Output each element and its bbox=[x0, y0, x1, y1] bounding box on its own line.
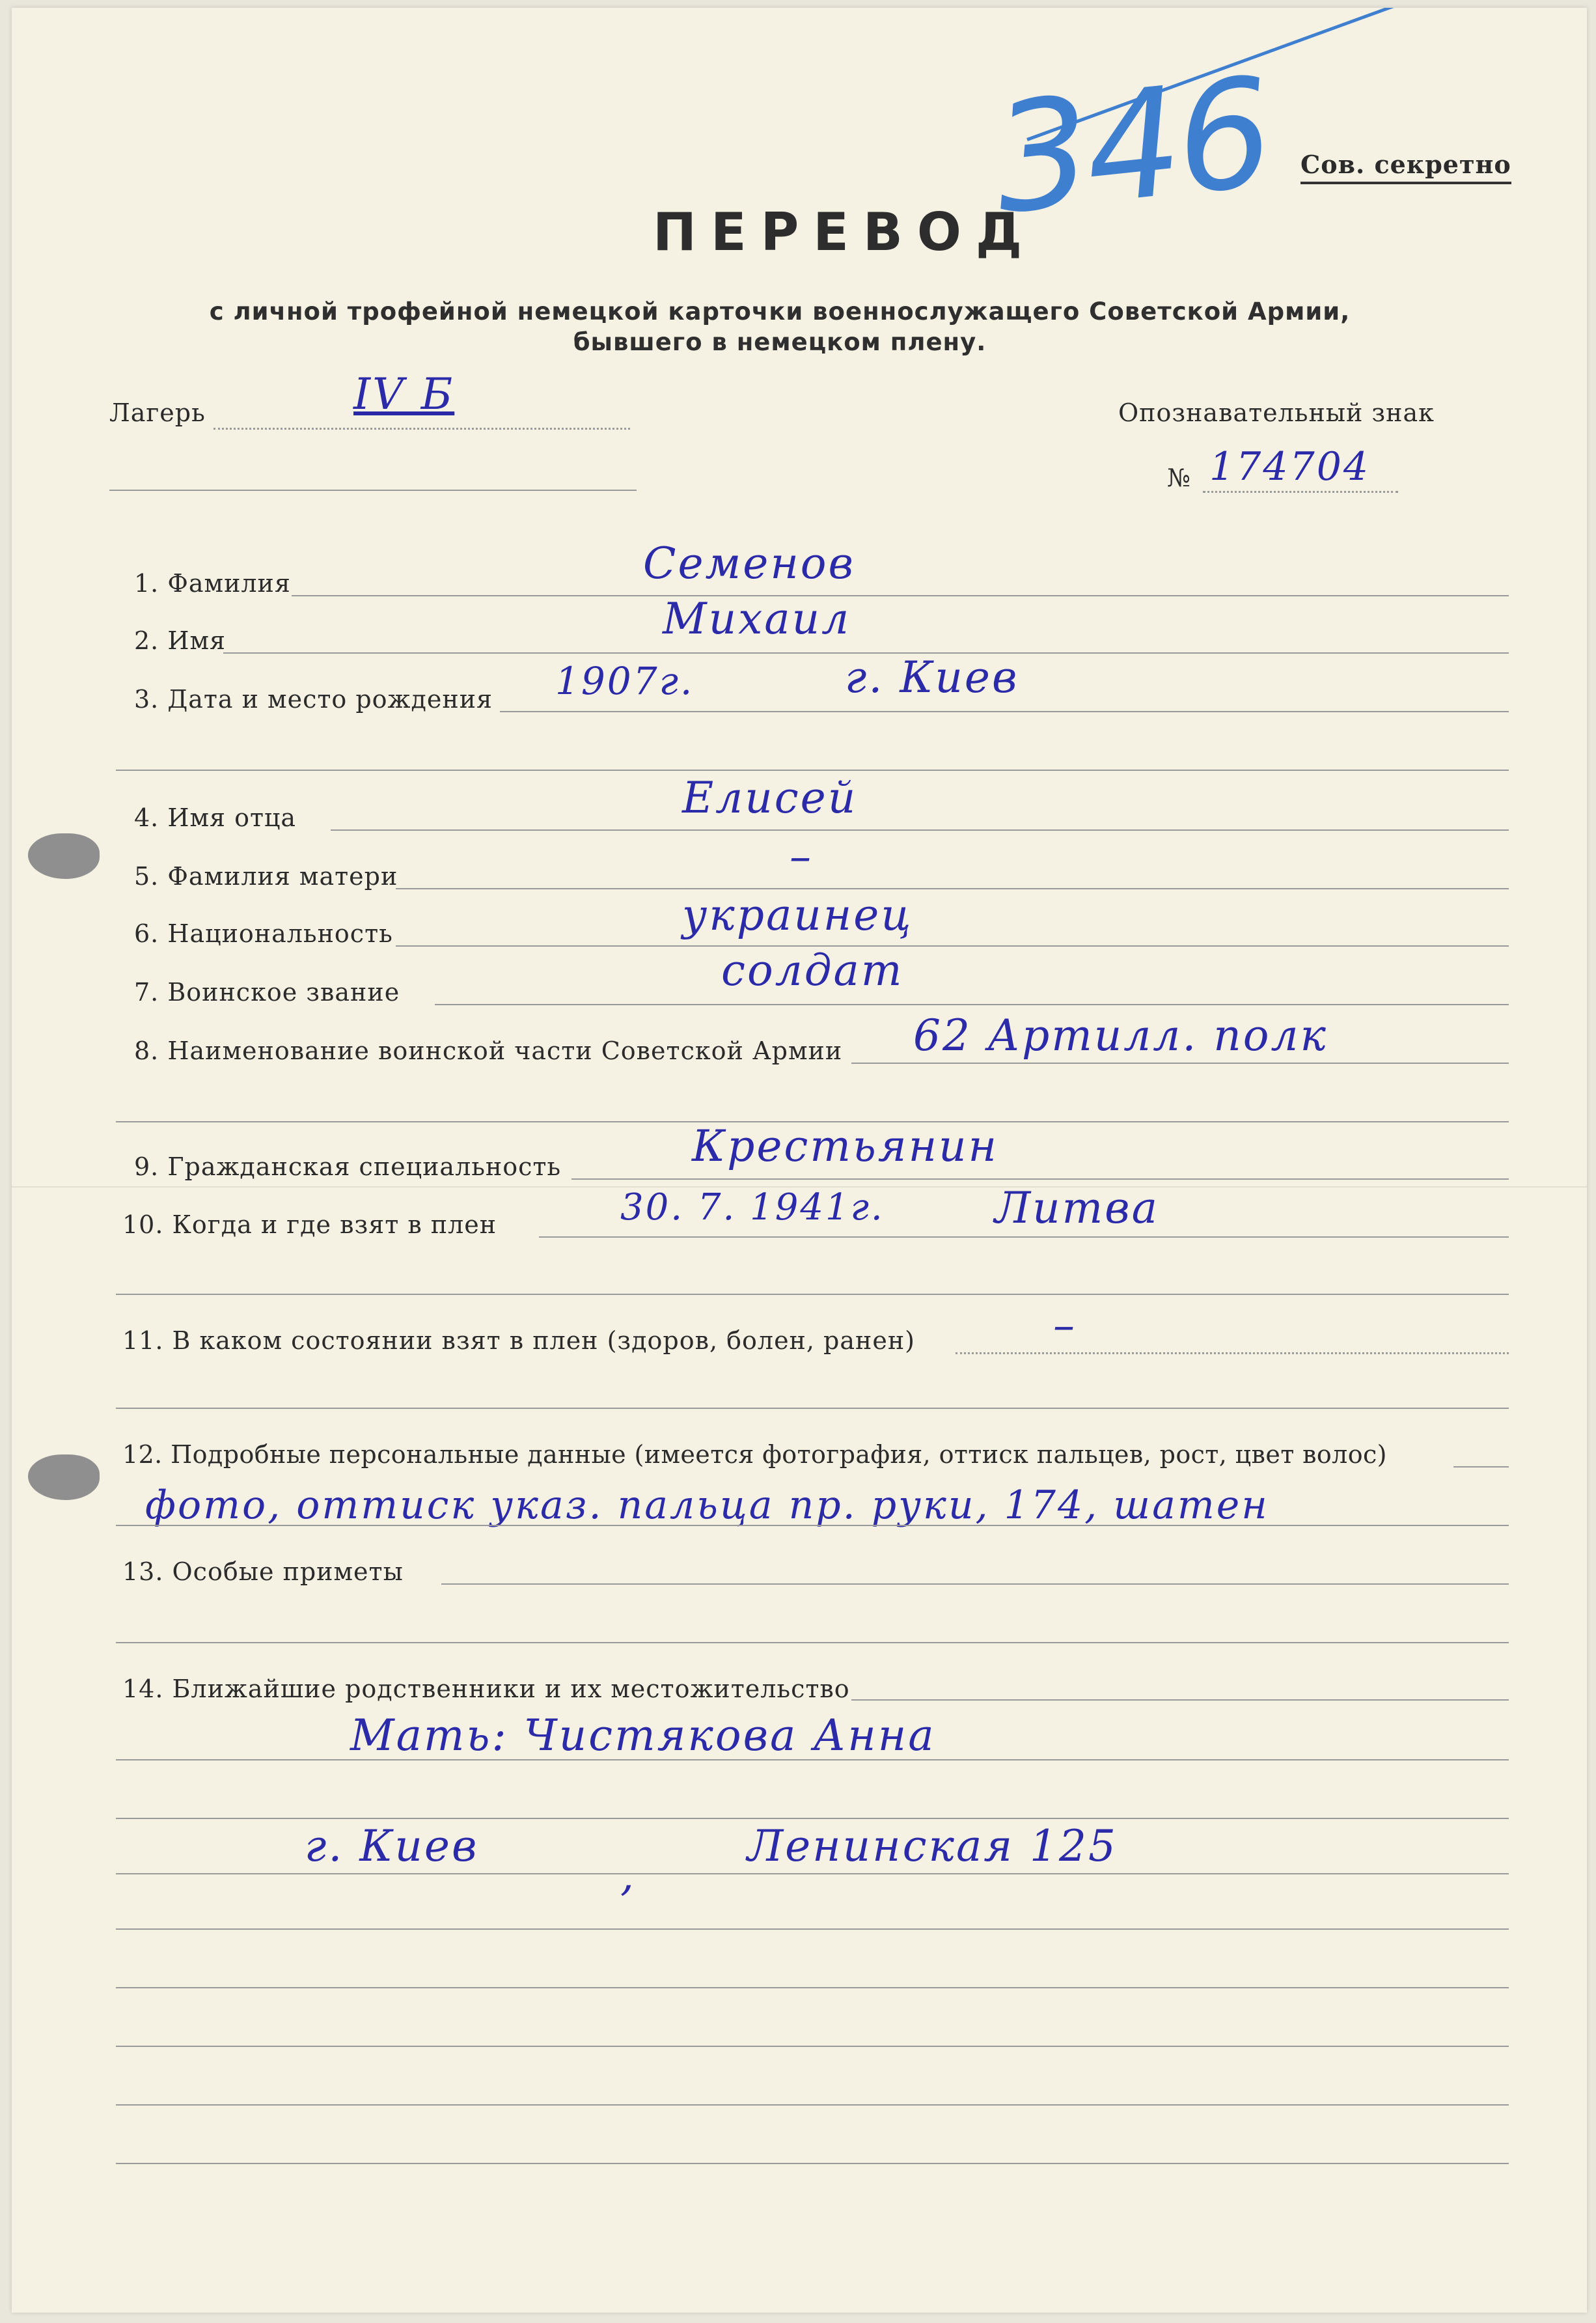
rule-7 bbox=[116, 2104, 1509, 2106]
rule-1 bbox=[116, 1759, 1509, 1760]
rule-4 bbox=[116, 1928, 1509, 1930]
field-8-value: 62 Артилл. полк bbox=[913, 1010, 1328, 1061]
id-mark-label: Опознавательный знак bbox=[1118, 398, 1435, 427]
field-5-label: 5. Фамилия матери bbox=[134, 862, 398, 891]
field-8-line bbox=[851, 1063, 1509, 1064]
rule-6 bbox=[116, 2046, 1509, 2047]
field-13-line bbox=[441, 1583, 1509, 1585]
id-number-line bbox=[1203, 491, 1398, 493]
field-12-value: фото, оттиск указ. пальца пр. руки, 174, шатен bbox=[145, 1482, 1269, 1528]
field-10-extra-line bbox=[116, 1294, 1509, 1295]
field-6-line bbox=[396, 945, 1509, 947]
field-3-extra-line bbox=[116, 770, 1509, 771]
field-14-label: 14. Ближайшие родственники и их местожительство bbox=[122, 1675, 850, 1703]
field-3-place: г. Киев bbox=[845, 652, 1019, 702]
field-5-value: – bbox=[790, 831, 813, 882]
rule-2 bbox=[116, 1818, 1509, 1819]
field-7-line bbox=[435, 1004, 1509, 1005]
subtitle-line-1: с личной трофейной немецкой карточки военнослужащего Советской Армии, bbox=[209, 298, 1351, 326]
field-8-label: 8. Наименование воинской части Советской Армии bbox=[134, 1036, 843, 1065]
field-10-label: 10. Когда и где взят в плен bbox=[122, 1210, 497, 1239]
field-3-line bbox=[500, 711, 1509, 712]
field-9-value: Крестьянин bbox=[692, 1121, 999, 1171]
field-13-extra-line bbox=[116, 1642, 1509, 1643]
field-9-line bbox=[571, 1178, 1509, 1180]
punch-hole-lower bbox=[28, 1454, 100, 1500]
field-11-extra-line bbox=[116, 1408, 1509, 1409]
secrecy-stamp: Сов. секретно bbox=[1300, 150, 1511, 184]
camp-line bbox=[213, 428, 630, 430]
field-7-value: солдат bbox=[721, 945, 904, 995]
field-6-label: 6. Национальность bbox=[134, 919, 393, 948]
field-10-line bbox=[539, 1236, 1509, 1238]
field-14-value-line1: Мать: Чистякова Анна bbox=[350, 1710, 936, 1760]
field-2-value: Михаил bbox=[663, 594, 851, 644]
field-1-value: Семенов bbox=[643, 538, 855, 589]
rule-5 bbox=[116, 1987, 1509, 1988]
field-9-label: 9. Гражданская специальность bbox=[134, 1152, 562, 1181]
document-title: ПЕРЕВОД bbox=[653, 202, 1037, 262]
id-number-value: 174704 bbox=[1209, 444, 1371, 490]
field-12-label: 12. Подробные персональные данные (имеется фотография, оттиск пальцев, рост, цвет волос) bbox=[122, 1440, 1387, 1469]
field-1-line bbox=[292, 595, 1509, 596]
field-14-value-sep: , bbox=[620, 1850, 636, 1900]
field-14-line bbox=[851, 1699, 1509, 1701]
field-14-value-city: г. Киев bbox=[305, 1821, 479, 1871]
field-11-value: – bbox=[1053, 1300, 1077, 1350]
rule-3 bbox=[116, 1873, 1509, 1874]
field-11-label: 11. В каком состоянии взят в плен (здоров, болен, ранен) bbox=[122, 1326, 915, 1355]
field-11-line bbox=[956, 1352, 1509, 1354]
id-number-label: № bbox=[1167, 464, 1191, 492]
field-4-line bbox=[331, 829, 1509, 831]
field-3-label: 3. Дата и место рождения bbox=[134, 685, 493, 714]
field-10-place: Литва bbox=[995, 1183, 1159, 1233]
field-12-line bbox=[1453, 1466, 1509, 1468]
field-13-label: 13. Особые приметы bbox=[122, 1557, 404, 1586]
field-4-label: 4. Имя отца bbox=[134, 803, 297, 832]
rule-8 bbox=[116, 2163, 1509, 2164]
field-10-date: 30. 7. 1941г. bbox=[620, 1186, 885, 1229]
subtitle-line-2: бывшего в немецком плену. bbox=[573, 328, 987, 356]
field-3-date: 1907г. bbox=[555, 659, 695, 703]
field-2-label: 2. Имя bbox=[134, 626, 227, 655]
field-4-value: Елисей bbox=[682, 773, 858, 823]
document-page bbox=[12, 8, 1587, 2313]
punch-hole-upper bbox=[28, 833, 100, 879]
field-7-label: 7. Воинское звание bbox=[134, 978, 400, 1007]
archive-number-pencil: 346 bbox=[986, 46, 1277, 248]
field-5-line bbox=[396, 888, 1509, 889]
field-12-extra-line bbox=[116, 1525, 1509, 1526]
camp-value: IV Б bbox=[353, 369, 455, 419]
field-6-value: украинец bbox=[682, 890, 913, 940]
camp-extra-line bbox=[109, 490, 637, 491]
field-14-value-address: Ленинская 125 bbox=[747, 1821, 1118, 1871]
camp-label: Лагерь bbox=[109, 398, 206, 427]
field-1-label: 1. Фамилия bbox=[134, 569, 291, 598]
